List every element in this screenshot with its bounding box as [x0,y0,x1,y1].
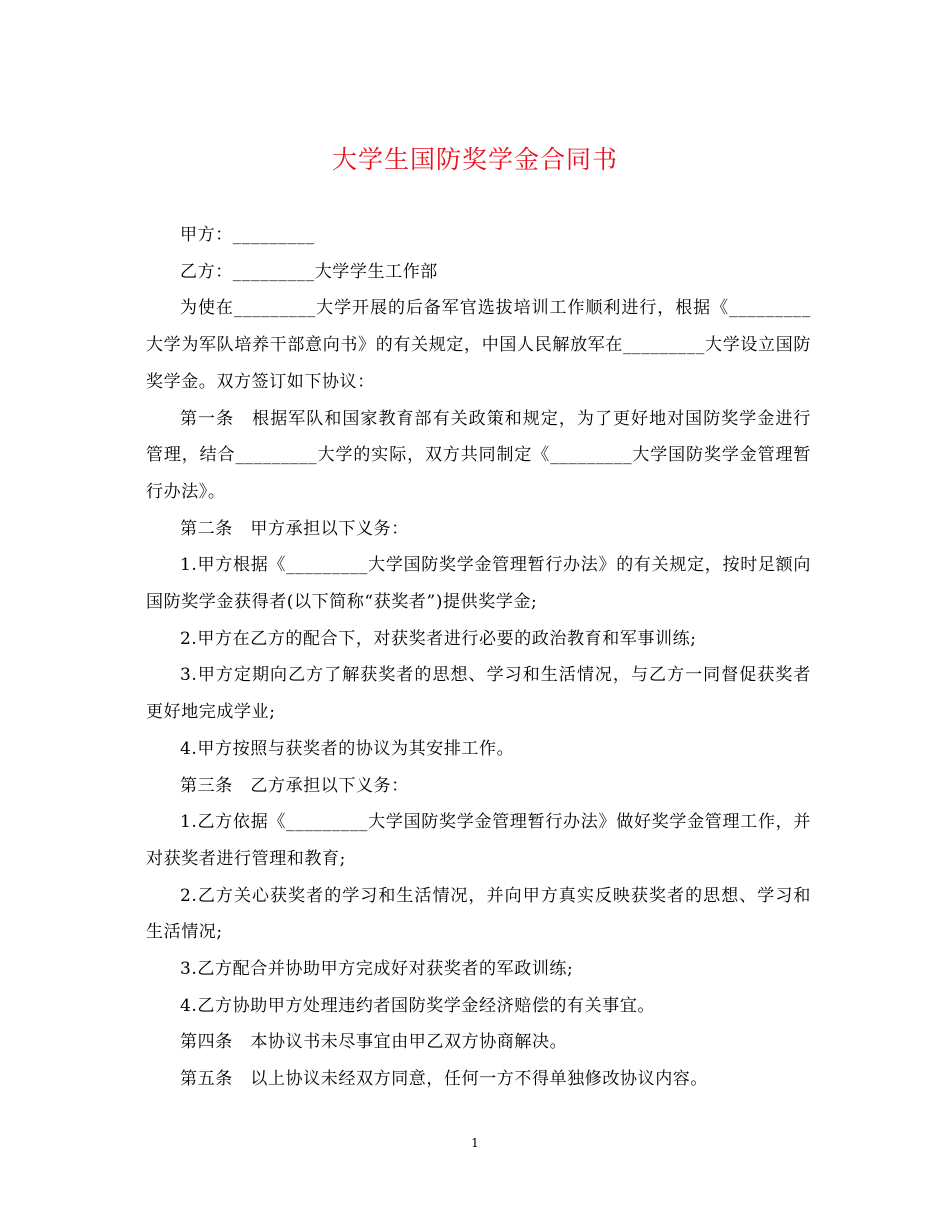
document-title: 大学生国防奖学金合同书 [331,145,618,174]
article-3-item-2: 2.乙方关心获奖者的学习和生活情况，并向甲方真实反映获奖者的思想、学习和生活情况; [146,885,811,943]
preamble-paragraph: 为使在_________大学开展的后备军官选拔培训工作顺利进行，根据《_________大学为军队培养干部意向书》的有关规定，中国人民解放军在_________大学设立国防奖学金。双方签订如下协议： [146,298,811,392]
article-2-item-3: 3.甲方定期向乙方了解获奖者的思想、学习和生活情况，与乙方一同督促获奖者更好地完成学业; [146,665,811,723]
article-5-paragraph: 第五条 以上协议未经双方同意，任何一方不得单独修改协议内容。 [180,1069,708,1090]
article-4-paragraph: 第四条 本协议书未尽事宜由甲乙双方协商解决。 [180,1032,568,1053]
article-2-item-2: 2.甲方在乙方的配合下，对获奖者进行必要的政治教育和军事训练; [180,628,697,649]
article-3-item-1: 1.乙方依据《_________大学国防奖学金管理暂行办法》做好奖学金管理工作，并对获奖者进行管理和教育; [146,812,811,869]
article-1-paragraph: 第一条 根据军队和国家教育部有关政策和规定，为了更好地对国防奖学金进行管理，结合_________大学的实际，双方共同制定《_________大学国防奖学金管理暂行办法》。 [146,408,811,502]
article-2-heading: 第二条 甲方承担以下义务： [180,518,409,539]
article-3-item-4: 4.乙方协助甲方处理违约者国防奖学金经济赔偿的有关事宜。 [180,995,656,1016]
party-b-line: 乙方：_________大学学生工作部 [180,261,438,282]
article-3-heading: 第三条 乙方承担以下义务： [180,775,409,796]
party-a-line: 甲方：_________ [180,225,315,245]
article-2-item-1: 1.甲方根据《_________大学国防奖学金管理暂行办法》的有关规定，按时足额向国防奖学金获得者(以下简称“获奖者”)提供奖学金; [146,555,811,613]
article-3-item-3: 3.乙方配合并协助甲方完成好对获奖者的军政训练; [180,959,574,980]
document-body [146,217,811,1098]
article-2-item-4: 4.甲方按照与获奖者的协议为其安排工作。 [180,738,515,759]
page-number: 1 [471,1136,479,1150]
